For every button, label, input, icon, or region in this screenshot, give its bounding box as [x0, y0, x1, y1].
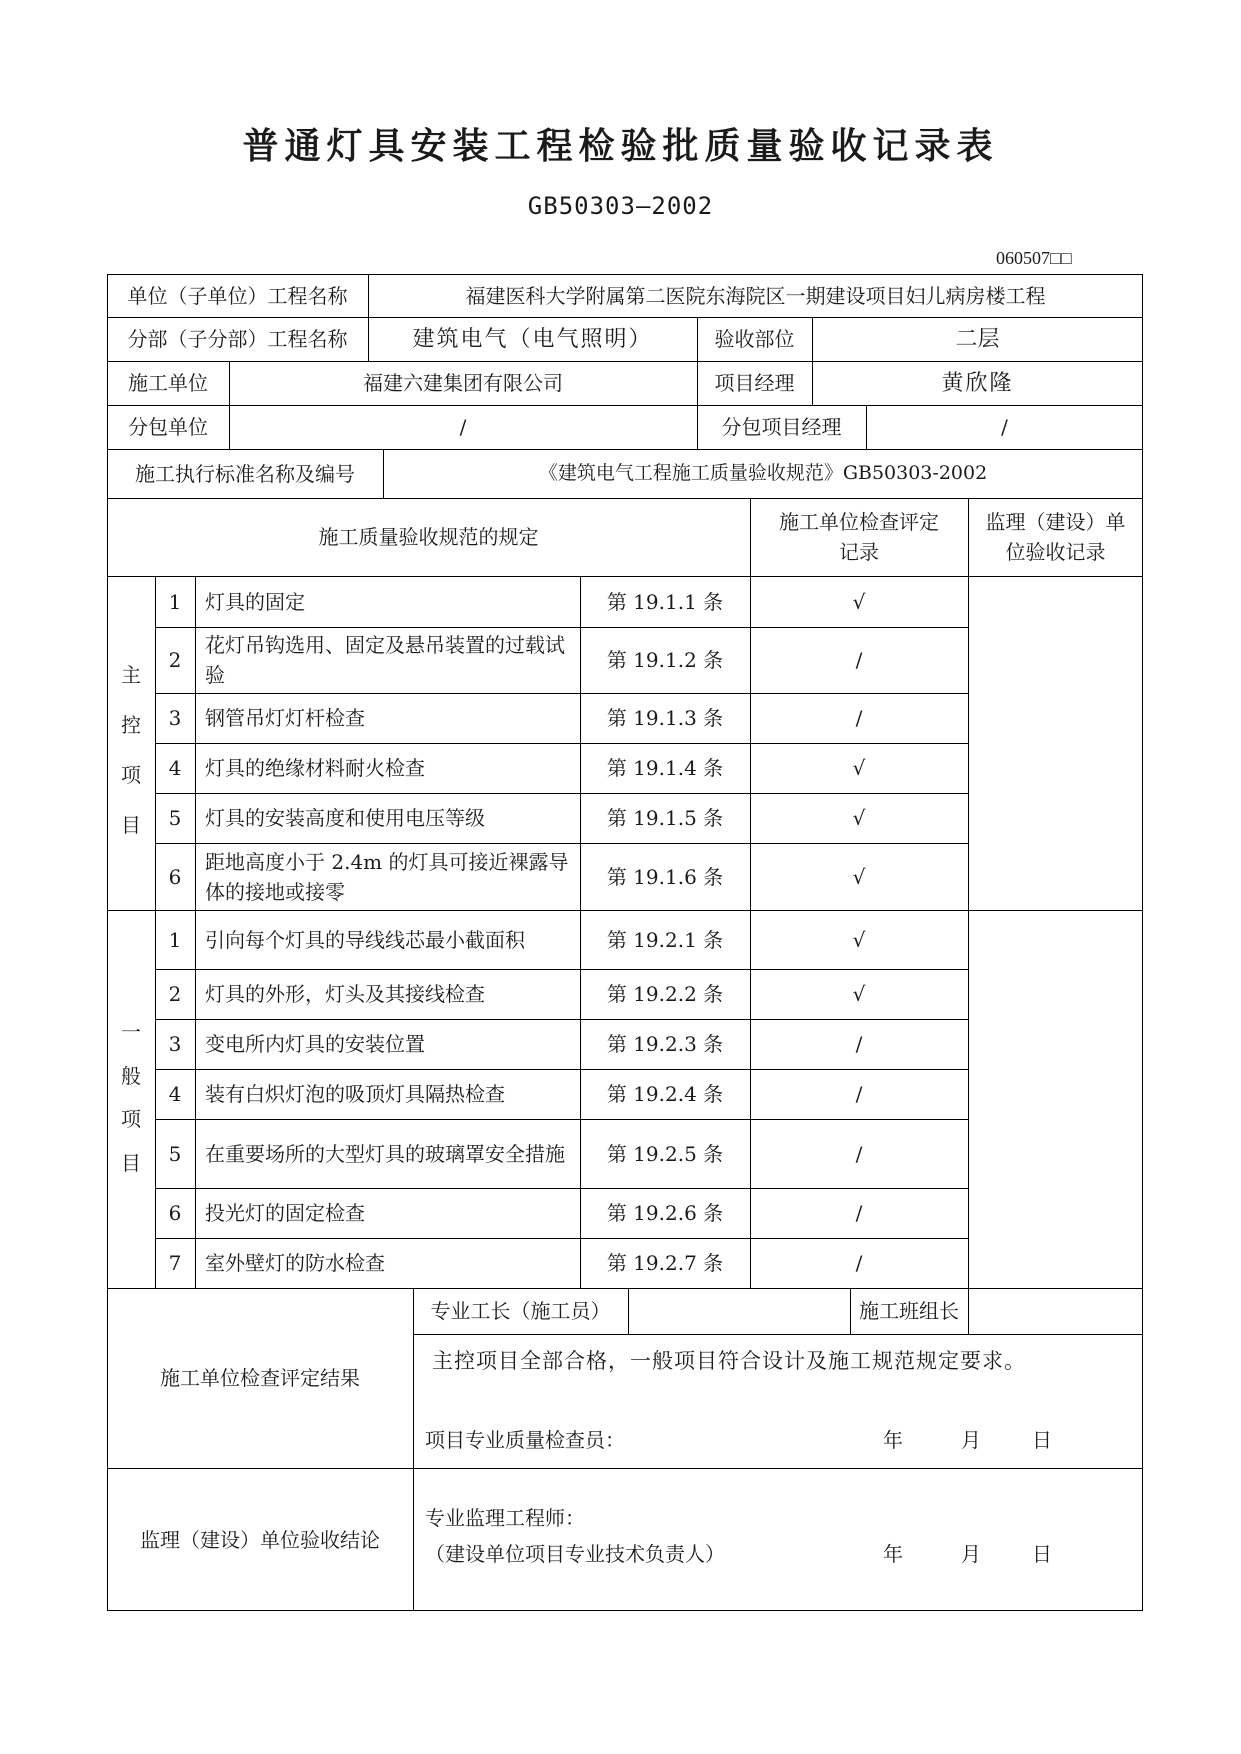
- item-result: /: [855, 1032, 863, 1056]
- project-manager-label: 项目经理: [714, 371, 795, 395]
- unit-project-value: 福建医科大学附属第二医院东海院区一期建设项目妇儿病房楼工程: [465, 283, 1046, 308]
- item-no: 1: [168, 589, 182, 614]
- item-text: 在重要场所的大型灯具的玻璃罩安全措施: [205, 1141, 565, 1166]
- item-result: /: [855, 1201, 863, 1225]
- item-result: /: [855, 1251, 863, 1275]
- contractor-check-header: 施工单位检查评定 记录: [779, 510, 939, 564]
- day-label: 日: [1032, 1542, 1052, 1566]
- sub-pm-label: 分包项目经理: [721, 415, 842, 439]
- day-label: 日: [1032, 1428, 1052, 1452]
- item-no: 2: [168, 648, 182, 672]
- item-clause: 第 19.2.7 条: [606, 1251, 724, 1275]
- item-clause: 第 19.1.5 条: [606, 806, 724, 830]
- spec-header: 施工质量验收规范的规定: [318, 525, 539, 549]
- foreman-label: 专业工长（施工员）: [430, 1299, 611, 1323]
- item-no: 7: [168, 1251, 182, 1275]
- item-clause: 第 19.2.6 条: [606, 1201, 724, 1225]
- item-no: 5: [168, 1141, 182, 1166]
- item-text: 灯具的绝缘材料耐火检查: [205, 756, 425, 780]
- contractor-result-label: 施工单位检查评定结果: [160, 1366, 360, 1390]
- standard-label: 施工执行标准名称及编号: [135, 461, 355, 486]
- contractor-label: 施工单位: [128, 371, 208, 395]
- accept-part-label: 验收部位: [714, 327, 795, 351]
- item-clause: 第 19.2.1 条: [606, 927, 724, 952]
- owner-label: （建设单位项目专业技术负责人）: [425, 1542, 725, 1566]
- item-result: √: [852, 589, 866, 614]
- unit-project-label: 单位（子单位）工程名称: [127, 283, 348, 308]
- item-result: /: [855, 706, 863, 730]
- item-no: 5: [168, 806, 182, 830]
- year-label: 年: [883, 1428, 903, 1452]
- item-result: /: [855, 1082, 863, 1106]
- item-result: √: [852, 864, 866, 889]
- year-label: 年: [883, 1542, 903, 1566]
- item-clause: 第 19.2.5 条: [606, 1141, 724, 1166]
- item-text: 灯具的安装高度和使用电压等级: [205, 806, 485, 830]
- item-no: 4: [168, 1082, 182, 1106]
- item-clause: 第 19.1.2 条: [606, 648, 724, 672]
- item-text: 室外壁灯的防水检查: [205, 1251, 385, 1275]
- contractor-conclusion: 主控项目全部合格，一般项目符合设计及施工规范规定要求。: [432, 1349, 1026, 1374]
- item-text: 花灯吊钩选用、固定及悬吊装置的过载试验: [205, 633, 565, 687]
- item-no: 4: [168, 756, 182, 780]
- accept-part-value: 二层: [955, 326, 1000, 352]
- main-group-label: 主 控 项 目: [121, 663, 141, 837]
- item-result: √: [852, 756, 866, 780]
- item-clause: 第 19.2.3 条: [606, 1032, 724, 1056]
- supervisor-record-header: 监理（建设）单 位验收记录: [985, 510, 1126, 564]
- subcontractor-value: /: [459, 415, 467, 439]
- inspector-label: 项目专业质量检查员：: [425, 1428, 625, 1452]
- item-no: 2: [168, 982, 182, 1006]
- standard-code: GB50303—2002: [527, 192, 714, 220]
- item-clause: 第 19.1.4 条: [606, 756, 724, 780]
- item-result: /: [855, 648, 863, 672]
- item-text: 投光灯的固定检查: [205, 1201, 365, 1225]
- engineer-label: 专业监理工程师：: [425, 1506, 585, 1530]
- item-no: 3: [168, 1032, 182, 1056]
- item-text: 引向每个灯具的导线线芯最小截面积: [205, 927, 525, 952]
- project-manager-value: 黄欣隆: [941, 370, 1014, 396]
- month-label: 月: [961, 1428, 981, 1452]
- item-no: 6: [168, 864, 182, 889]
- item-text: 距地高度小于 2.4m 的灯具可接近裸露导体的接地或接零: [205, 849, 569, 904]
- sub-project-label: 分部（子分部）工程名称: [127, 327, 348, 351]
- item-clause: 第 19.1.1 条: [606, 589, 724, 614]
- standard-value: 《建筑电气工程施工质量验收规范》GB50303-2002: [538, 462, 988, 485]
- sub-pm-value: /: [1001, 415, 1008, 439]
- supervisor-result-label: 监理（建设）单位验收结论: [140, 1527, 380, 1552]
- team-leader-label: 施工班组长: [859, 1299, 959, 1323]
- item-text: 变电所内灯具的安装位置: [205, 1032, 425, 1056]
- contractor-value: 福建六建集团有限公司: [363, 371, 563, 395]
- item-text: 装有白炽灯泡的吸顶灯具隔热检查: [205, 1082, 505, 1106]
- item-result: √: [852, 927, 866, 952]
- item-clause: 第 19.1.3 条: [606, 706, 724, 730]
- item-text: 灯具的外形，灯头及其接线检查: [205, 982, 485, 1006]
- subcontractor-label: 分包单位: [128, 415, 208, 439]
- general-group-label: 一 般 项 目: [121, 1019, 141, 1176]
- item-result: √: [852, 806, 866, 830]
- month-label: 月: [961, 1542, 981, 1566]
- item-result: √: [852, 982, 866, 1006]
- item-no: 1: [168, 927, 182, 952]
- item-result: /: [855, 1141, 863, 1166]
- item-clause: 第 19.2.4 条: [606, 1082, 724, 1106]
- item-no: 6: [168, 1201, 182, 1225]
- page-title: 普通灯具安装工程检验批质量验收记录表: [242, 126, 999, 167]
- form-number: 060507□□: [996, 248, 1072, 268]
- item-text: 灯具的固定: [205, 589, 305, 614]
- item-clause: 第 19.2.2 条: [606, 982, 724, 1006]
- item-no: 3: [168, 706, 182, 730]
- item-clause: 第 19.1.6 条: [606, 864, 724, 889]
- sub-project-value: 建筑电气（电气照明）: [412, 326, 653, 352]
- item-text: 钢管吊灯灯杆检查: [205, 706, 365, 730]
